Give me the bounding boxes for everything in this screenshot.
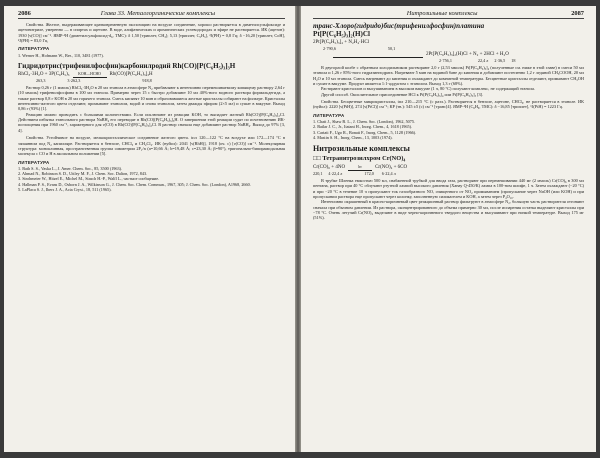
equation-mass: 918,8 <box>142 78 152 84</box>
chapter-heading: Нитрозильные комплексы <box>313 144 410 154</box>
reaction-equation <box>18 72 285 83</box>
right-page <box>301 6 596 452</box>
reference-item: 1. Bath S. S., Vaska L., J. Amer. Chem. Soc., 85, 3500 (1963). <box>18 166 123 172</box>
equation-mass: 18 <box>511 58 516 63</box>
procedure-paragraph: Растирают кристаллов и высушиванием в высоком вакууме (1 ч, 80 °C) получают комплекс, не содержащий этанола. <box>321 86 535 92</box>
compound-formula: Pt[P(C₆H₅)₃]₂(H)Cl <box>313 30 370 38</box>
equation-mass: 2·790,6 <box>323 46 336 51</box>
reaction-condition: hν <box>358 164 362 169</box>
literature-label: ЛИТЕРАТУРА <box>313 112 345 118</box>
reaction-equation <box>313 165 584 176</box>
reaction-equation <box>313 40 584 63</box>
procedure-paragraph: Другой способ. Окислительное присоединение HCl к Pt[P(C₆H₅)₃]₄ или Pt[P(C₆H₅)₃]₃ [3]. <box>321 91 484 97</box>
compound-title: Гидридотрис(трифенилфосфин)карбонилродий Rh(CO)[P(C₆H₅)₃]₃H <box>18 62 236 71</box>
reference-item: 1. Chatt J., Shaw B. L., J. Chem. Soc. (London), 1962, 5075. <box>313 119 416 125</box>
equation-product: Rh(CO)[P(C₆H₅)₃]₃H <box>109 72 153 78</box>
equation-reactants: RhCl₃·3H₂O + 3P(C₆H₅)₃ <box>18 72 70 78</box>
reference-item: 2. Bailar J. C., Jr., Itatani H., Inorg. Chem., 4, 1618 (1965). <box>313 124 413 130</box>
running-head <box>313 10 584 19</box>
procedure-paragraph: Реакцию можно проводить с большими количествами. Если исключают из реакции KOH, то выпадает желтый Rh(CO)[P(C₆H₅)₃]₂Cl. Действием избытка этанольного раствора NaBH₄ его переводят в Rh(CO)[P(C₆H₅)₃]₃H. О завершении этой реакции судят по исчезновению ИК-поглощения при 1960 см⁻¹, характерного для ν(CO) в Rh(CO)[P(C₆H₅)₃]₂Cl. В раствор сначала еще добавляют раствор NaBH₄. Выход до 97% [3, 4]. <box>18 111 285 133</box>
equation-mass: 2·36,5 <box>494 58 506 63</box>
left-page <box>4 6 295 452</box>
running-head <box>18 10 285 19</box>
literature-label: ЛИТЕРАТУРА <box>18 46 50 52</box>
reference-item: 2. Ahmad N., Robinson S. D., Uttley M. F., J. Chem. Soc. Dalton, 1972, 843. <box>18 171 148 177</box>
equation-reactants: 2Pt[P(C₆H₅)₃]₄ + N₂H₄·HCl <box>313 40 370 45</box>
running-head-title: Нитрозильные комплексы <box>406 10 478 17</box>
running-head-title: Глава 33. Металлорганические комплексы <box>100 10 216 17</box>
reaction-condition: KOH—HCHO <box>78 71 101 76</box>
reference-item: 4. Hallman P. S., Evans D., Osborn J. A., Wilkinson G., J. Chem. Soc. Chem. Commun., 1967, 305; J. Chem. Soc. (London), A1968, 2660. <box>18 181 251 187</box>
equation-mass: 3·262,3 <box>67 78 81 84</box>
page-number: 2087 <box>571 10 584 17</box>
nitrosyl-paragraph: В трубке Шленка емкостью 500 мл, снабженной трубкой для ввода газа, растворяют при перемешивании 440 мг (2 ммоль) Cr(CO)₆ в 300 мл пентана, раствор при 40 °C облучают ртутной лампой высокого давления (Ханау Q-450/К) лампа в 100-ном шлифе, 1 ч. Затем охлаждают (−20 °C) и при −20 °C в течение 10 ч пропускают ток газообразного NO, очищенного от NO₂ промыванием (пропускание через NaOH (или KOH) и при пропускании раствора еще пропускают через колонку, заполненную силикагелем и KOH, а затем через P₄O₁₀. <box>313 178 584 200</box>
intro-paragraph: Свойства. Желтое, выдерживающее кратковременную экспозицию на воздухе соединение, хорошо растворяется в диметилсульфоксиде и ацетонитриле, умеренно — в спиртах и ацетоне. В воде, алифатических и ароматических углеводородах и эфире не растворяется. ИК (ацетон): 1930 [ν(CO)] см⁻¹. ЯМР-¹H (диметилсульфоксид-d₆, ТМС): δ 1,50 [триплет, CH₃]; 5,13 [триплет, C₅H₅], ²J(PH) = 0,8 Гц; δ −16,20 [триплет, CoH], ²J(PH) = 83,0 Гц. <box>18 22 285 44</box>
page-number: 2086 <box>18 10 31 17</box>
equation-mass: 263,3 <box>36 78 46 84</box>
equation-mass: 2·756,1 <box>439 58 452 63</box>
properties-paragraph: Свойства. Устойчивое на воздухе, мелкокристаллическое соединение желтого цвета. tпл 120—122 °C на воздухе или 172—174 °C в запаянном под N₂ капилляре. Растворяется в бензоле, CHCl₃ и CH₂Cl₂. ИК (нуйол): 2041 [ν(RhH)], 1918 (оч. с) [ν(CO)] см⁻¹. Молекулярная структура: моноклинная, пространственная группа симметрии 2P₁/n (a=10,66 Å; b=19,48 Å; c=23,30 Å; β=90°), тригонально-бипирамидальная молекула с CO и H в аксиальном положении [5]. <box>18 135 285 157</box>
equation-mass: 22,4 л <box>477 58 489 63</box>
equation-mass: 172,0 <box>364 171 374 177</box>
reaction-arrow <box>348 165 372 171</box>
reference-item: 4. Mastin S. H., Inorg. Chem., 13, 1003 (1974). <box>313 134 393 140</box>
equation-mass: 6·22,4 л <box>381 171 396 177</box>
equation-products: 2Pt[P(C₆H₅)₃]₂(H)Cl + N₂ + 2HCl + H₂O <box>426 52 509 57</box>
reference-list <box>313 119 584 140</box>
reaction-arrow <box>73 72 107 78</box>
reference-list <box>18 53 285 58</box>
reference-item: 5. LaPlaca S. J., Ibers J. A., Acta Cryst., 18, 511 (1965). <box>18 186 112 192</box>
equation-mass: 220,1 <box>313 171 323 177</box>
compound-title-line: транс-Хлоро(гидридо)бис(трифенилфосфин)платина <box>313 22 485 30</box>
equation-products: Cr(NO)₄ + 6CO <box>375 165 408 171</box>
reference-list <box>18 166 285 192</box>
properties-paragraph: Свойства. Бесцветные микрокристаллы, tпл 210—215 °C (с разл.). Растворяется в бензоле, ацетоне, CHCl₃, не растворяется в этаноле. ИК (нуйол): 2220 [ν(PtH)], 274 [ν(PtCl)] см⁻¹; КР (тв.): 545 ±5 (с) см⁻¹ [транс[4]. ЯМР-¹H (C₆H₆, ТМС): δ −16,85 [триплет], ¹J(PtH) = 1223 Гц. <box>313 99 584 110</box>
compound-title <box>313 155 584 163</box>
compound-title <box>313 22 584 38</box>
checkbox-glyph-icon: □□ <box>313 155 323 163</box>
reference-item: 3. Strohmeier W., Hitzel E., Michel M., Stasch H.-P., Walfl L., частное сообщение. <box>18 176 160 182</box>
reference-item: 1. Werner H., Hofmann W., Ber., 110, 3481 (1977). <box>18 52 104 58</box>
equation-reactants: Cr(CO)₆ + 4NO <box>313 165 346 171</box>
nitrosyl-paragraph: Интенсивно окрашенный в красно-коричневый цвет реакционный раствор фильтруют в атмосфере N₂, большую часть растворителя отгоняют сначала при обычном давлении. Из раствора, сконцентрированного до объема примерно 30 мл, после испарения остатка выделяют кристаллы при −78 °C. Очень летучий Cr(NO)₄ выделяют в виде черно-коричневого твердого вещества и высушивают при низкой температуре. Выход 175 мг (51%). <box>313 199 584 221</box>
procedure-paragraph: Раствор 0,26 г (1 ммоль) RhCl₃·3H₂O в 20 мл этанола в атмосфере N₂ прибавляют к интенсивно перемешиваемому кипящему раствору 2,64 г (10 ммоль) трифенилфосфина в 100 мл этанола. Примерно через 15 с быстро добавляют 10 мл 40%-ного водного раствора формальдегида, а также раствор 0,8 г KOH в 20 мл горячего этанола. Смесь кипятят 10 мин и образовавшиеся желтые кристаллы собирают на фильтре. Кристаллы интенсивно-желтого цвета отделяют, промывают этанолом, водой и снова этанолом, затем дважды эфиром (2×5 мл) и сушат в вакууме. Выход 0,86 г (93%) [1]. <box>18 85 285 112</box>
equation-mass: 50,1 <box>387 46 396 51</box>
nitrosyl-title: Тетранитрозилхром Cr(NO)₄ <box>322 155 406 163</box>
reference-item: 3. Cariati F., Ugo R., Bonati F., Inorg. Chem., 5, 1128 (1966). <box>313 129 417 135</box>
procedure-paragraph: В двугорлой колбе с обратным холодильником растворяют 2,0 г (2,53 ммоль) Pt[P(C₆H₅)₃]₄ (полученные см. ниже в этой главе) в смеси 50 мл этанола и 1,26 г 85%-ного гидразингидрата. Нагревают 5 мин на водяной бане до кипения и добавляют постепенно 1,2 г ледяной CH₃COOH, 20 мл H₂O и 10 мл этанола. Смесь нагревают до кипения и охлаждают до комнатной температуры. Бесцветные кристаллы отделяют, промывают CH₃OH и сушат в вакууме. Продукт является 1:1-аддуктом с этанолом. Выход 1,3 г (68%). <box>313 65 584 87</box>
equation-mass: 4·22,4 л <box>328 171 343 177</box>
literature-label: ЛИТЕРАТУРА <box>18 159 50 165</box>
